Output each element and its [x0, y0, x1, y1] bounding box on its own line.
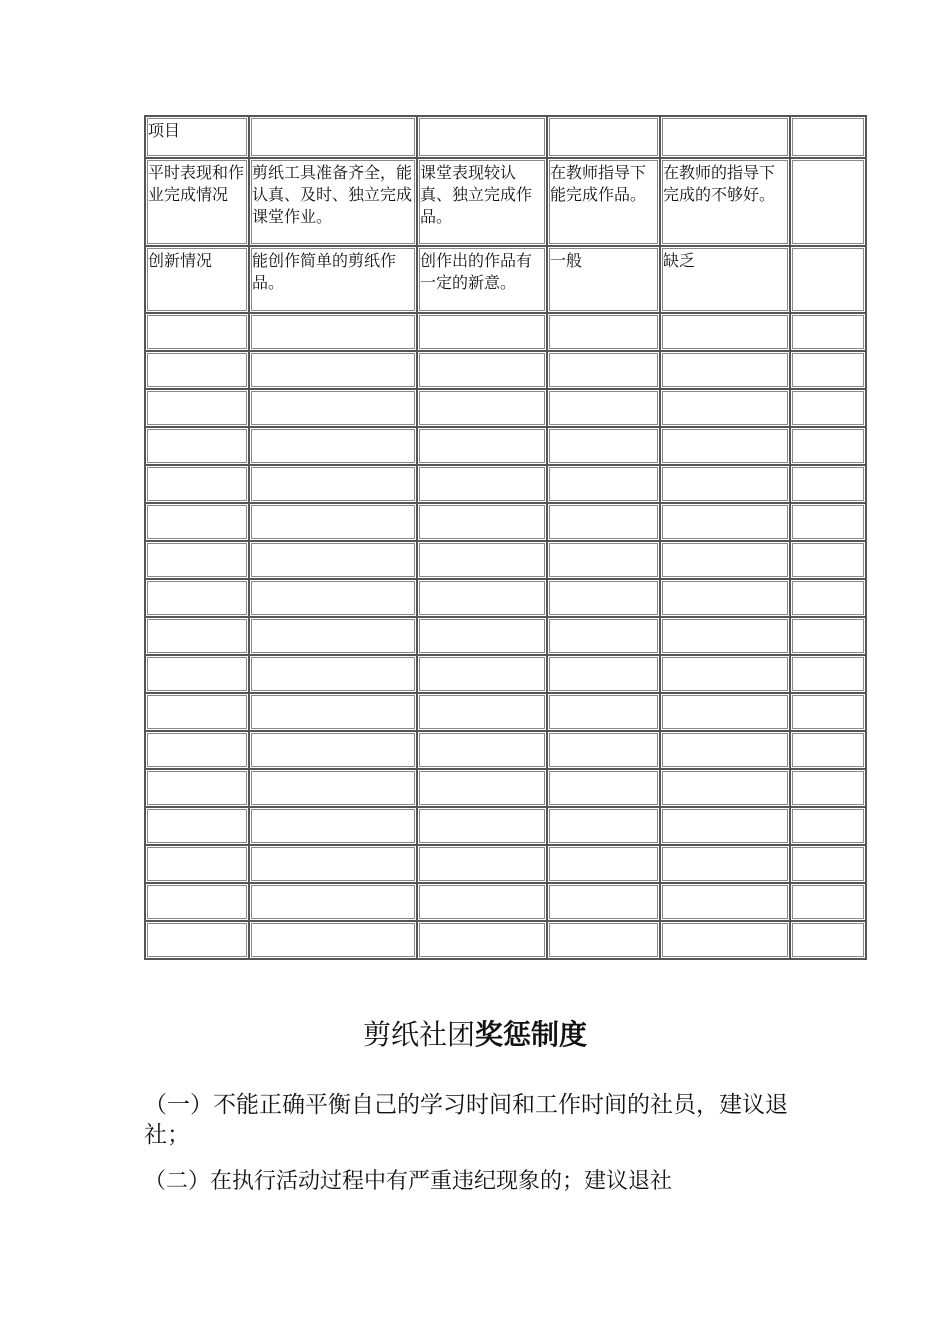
- table-cell: [790, 655, 866, 693]
- table-cell: 创新情况: [145, 246, 249, 313]
- table-cell: [249, 693, 417, 731]
- table-cell: [249, 883, 417, 921]
- table-cell: [249, 731, 417, 769]
- table-cell: [417, 427, 547, 465]
- table-row-empty: [145, 921, 866, 959]
- table-row-empty: [145, 731, 866, 769]
- table-row-empty: [145, 883, 866, 921]
- table-cell: [145, 351, 249, 389]
- table-cell: [790, 427, 866, 465]
- table-cell: [145, 541, 249, 579]
- table-cell: [790, 579, 866, 617]
- table-cell: [417, 313, 547, 351]
- table-cell: [145, 731, 249, 769]
- table-cell: [249, 655, 417, 693]
- table-cell: [145, 655, 249, 693]
- table-cell: [790, 731, 866, 769]
- table-cell: [145, 769, 249, 807]
- table-cell: [547, 921, 660, 959]
- table-cell: [790, 158, 866, 246]
- table-cell: [547, 116, 660, 158]
- table-cell: [145, 503, 249, 541]
- table-cell: [790, 465, 866, 503]
- table-cell: [547, 807, 660, 845]
- table-cell: [249, 617, 417, 655]
- table-cell: 在教师指导下能完成作品。: [547, 158, 660, 246]
- table-cell: [547, 845, 660, 883]
- table-cell: 平时表现和作业完成情况: [145, 158, 249, 246]
- table-cell: [417, 731, 547, 769]
- table-cell: [660, 503, 790, 541]
- table-cell: [660, 807, 790, 845]
- table-cell: [660, 579, 790, 617]
- table-cell: [790, 351, 866, 389]
- table-cell: [660, 921, 790, 959]
- table-cell: [249, 313, 417, 351]
- table-cell: [547, 655, 660, 693]
- table-cell: [249, 541, 417, 579]
- evaluation-table: [144, 115, 867, 960]
- table-cell: [790, 116, 866, 158]
- table-cell: [145, 807, 249, 845]
- table-cell: [547, 769, 660, 807]
- table-row-empty: [145, 693, 866, 731]
- table-cell: [417, 845, 547, 883]
- rule-item-1: （一）不能正确平衡自己的学习时间和工作时间的社员，建议退社；: [144, 1092, 788, 1148]
- table-row-empty: [145, 617, 866, 655]
- table-cell: [417, 351, 547, 389]
- table-cell: [417, 807, 547, 845]
- table-row-empty: [145, 427, 866, 465]
- table-cell: [660, 731, 790, 769]
- table-cell: [660, 427, 790, 465]
- table-cell: [249, 503, 417, 541]
- table-cell: [660, 351, 790, 389]
- table-cell: [145, 921, 249, 959]
- table-cell: [145, 883, 249, 921]
- table-row-empty: [145, 845, 866, 883]
- table-cell: [547, 579, 660, 617]
- table-cell: [145, 579, 249, 617]
- table-cell: [417, 655, 547, 693]
- table-row-empty: [145, 351, 866, 389]
- table-cell: [249, 579, 417, 617]
- table-row: [145, 158, 866, 246]
- table-cell: 创作出的作品有一定的新意。: [417, 246, 547, 313]
- table-cell: [249, 769, 417, 807]
- table-cell: [417, 116, 547, 158]
- table-cell: [547, 465, 660, 503]
- table-row-empty: [145, 579, 866, 617]
- table-cell: [790, 883, 866, 921]
- table-cell: [547, 351, 660, 389]
- table-cell: [790, 617, 866, 655]
- title-bold: 奖惩制度: [475, 1018, 588, 1051]
- table-cell: [660, 883, 790, 921]
- table-cell: 课堂表现较认真、独立完成作品。: [417, 158, 547, 246]
- table-cell: [790, 807, 866, 845]
- table-cell: [249, 351, 417, 389]
- table-row-empty: [145, 807, 866, 845]
- rule-item-2: （二）在执行活动过程中有严重违纪现象的；建议退社: [144, 1169, 673, 1194]
- table-cell: [249, 845, 417, 883]
- table-row-empty: [145, 655, 866, 693]
- table-cell: [660, 313, 790, 351]
- table-cell: [790, 921, 866, 959]
- table-cell: [145, 427, 249, 465]
- table-cell: 一般: [547, 246, 660, 313]
- table-cell: [249, 389, 417, 427]
- table-cell: [417, 389, 547, 427]
- table-cell: [660, 769, 790, 807]
- table-cell: [547, 389, 660, 427]
- table-cell: [660, 655, 790, 693]
- table-cell: [249, 807, 417, 845]
- table-row-empty: [145, 503, 866, 541]
- table-cell: [417, 503, 547, 541]
- table-cell: [547, 503, 660, 541]
- table-cell: [790, 693, 866, 731]
- table-cell: [660, 389, 790, 427]
- table-cell: [417, 769, 547, 807]
- table-cell: [790, 503, 866, 541]
- table-cell: [547, 617, 660, 655]
- table-cell: [417, 465, 547, 503]
- table-row-empty: [145, 769, 866, 807]
- title-plain: 剪纸社团: [362, 1018, 475, 1051]
- table-cell: [547, 731, 660, 769]
- table-cell: 项目: [145, 116, 249, 158]
- table-cell: [660, 845, 790, 883]
- table-cell: [790, 541, 866, 579]
- table-row-empty: [145, 389, 866, 427]
- table-cell: 在教师的指导下完成的不够好。: [660, 158, 790, 246]
- table-cell: [145, 617, 249, 655]
- table-cell: [417, 883, 547, 921]
- table-cell: [249, 465, 417, 503]
- table-cell: [660, 465, 790, 503]
- table-cell: [417, 541, 547, 579]
- table-cell: 剪纸工具准备齐全，能认真、及时、独立完成课堂作业。: [249, 158, 417, 246]
- page-title: [0, 1015, 950, 1055]
- table-cell: 缺乏: [660, 246, 790, 313]
- table-cell: [660, 617, 790, 655]
- table-cell: [790, 389, 866, 427]
- table-header-row: [145, 116, 866, 158]
- table-row-empty: [145, 541, 866, 579]
- table-cell: [145, 313, 249, 351]
- table-cell: [547, 313, 660, 351]
- table-cell: [145, 845, 249, 883]
- table-cell: [249, 116, 417, 158]
- table-cell: [417, 617, 547, 655]
- table-cell: [417, 693, 547, 731]
- table-row-empty: [145, 313, 866, 351]
- table-cell: [417, 579, 547, 617]
- table-cell: [790, 769, 866, 807]
- table-cell: [145, 693, 249, 731]
- table-cell: [660, 541, 790, 579]
- table-cell: [660, 116, 790, 158]
- table-cell: 能创作简单的剪纸作品。: [249, 246, 417, 313]
- table-cell: [790, 246, 866, 313]
- table-row: [145, 246, 866, 313]
- table-cell: [547, 541, 660, 579]
- table-cell: [660, 693, 790, 731]
- table-cell: [547, 427, 660, 465]
- table-cell: [249, 427, 417, 465]
- table-cell: [790, 845, 866, 883]
- table-cell: [145, 465, 249, 503]
- table-cell: [249, 921, 417, 959]
- table-cell: [790, 313, 866, 351]
- table-cell: [547, 693, 660, 731]
- table-row-empty: [145, 465, 866, 503]
- table-cell: [547, 883, 660, 921]
- table-cell: [417, 921, 547, 959]
- table-cell: [145, 389, 249, 427]
